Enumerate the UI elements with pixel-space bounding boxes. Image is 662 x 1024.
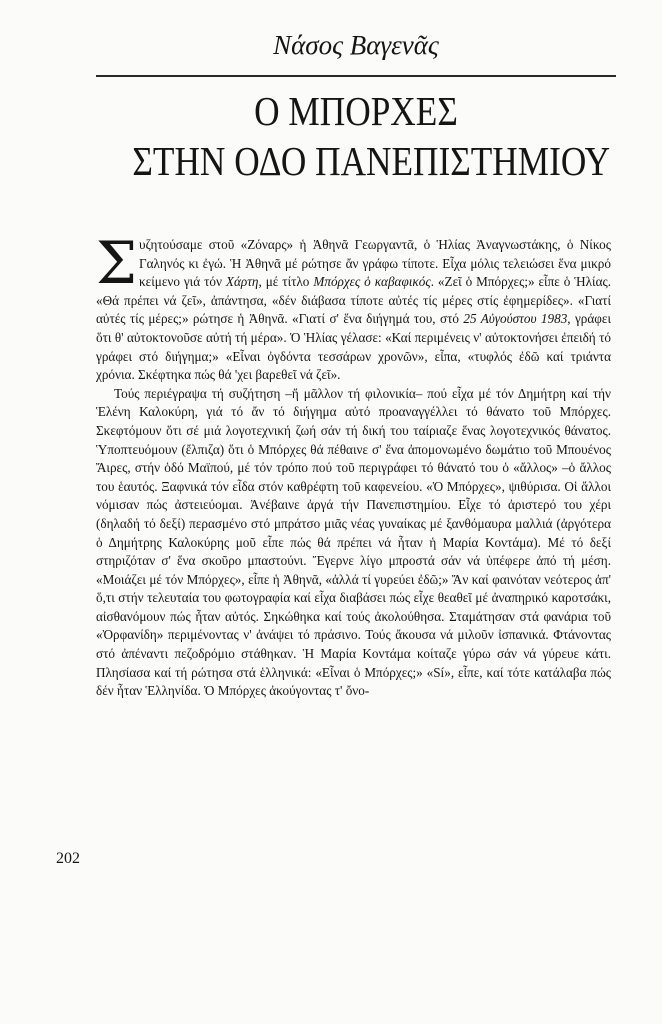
paragraph-1-part-b: , μέ τίτλο — [258, 274, 314, 290]
journal-title: Χάρτη — [225, 274, 259, 290]
paragraph-1-part-c: . «Ζεῖ ὁ Μπόρχες;» εἶπε ὁ Ἡλίας. «Θά πρέπει νά ζεῖ», ἀπάντησα, «δέν διάβασα τίποτε αὐτές τίς μέρες στίς ἐφημερίδες». «Γιατί αὐτές τίς μέρες;» ρώτησε ἡ Ἀθηνᾶ. «Γιατί σ' ἕνα διήγημά του, στό — [96, 274, 611, 327]
paragraph-1 — [96, 198, 611, 385]
essay-title: Μπόρχες ὁ καβαφικός — [313, 274, 431, 290]
title-line-1: Ο ΜΠΟΡΧΕΣ — [254, 88, 458, 134]
paragraph-2: Τούς περιέγραψα τή συζήτηση –ἤ μᾶλλον τή φιλονικία– πού εἶχα μέ τόν Δημήτρη καί τήν Ἑλένη Καλοκύρη, γιά τό ἄν τό διήγημα αὐτό προαναγγέλλει τό θάνατο τοῦ Μπόρχες. Σκεφτόμουν ὅτι σέ μιά λογοτεχνική ζωή σάν τή δική του ταίριαζε ἕνας λογοτεχνικός θάνατος. Ὑποπτευόμουν (ἔλπιζα) ὅτι ὁ Μπόρχες θά πέθαινε σ' ἕνα ἀπομονωμένο δωμάτιο τοῦ Μπουένος Ἄιρες, στήν ὁδό Μαϊπού, μέ τόν τρόπο πού τοῦ περιγράφει τό θάνατό του ὁ «ἄλλος» –ὁ ἄλλος του ἑαυτός. Ξαφνικά τόν εἶδα στόν καθρέφτη τοῦ καφενείου. «Ὁ Μπόρχες», ψιθύρισα. Οἱ ἄλλοι νόμισαν πώς ἀστειεύομαι. Ἀνέβαινε ἀργά τήν Πανεπιστημίου. Εἶχε τό ἀριστερό του χέρι (δηλαδή τό δεξί) περασμένο στό μπράτσο μιᾶς νέας γυναίκας μέ ξανθόμαυρα μαλλιά (ἀργότερα ὁ Δημήτρης Καλοκύρης μοῦ εἶπε πώς θά πρέπει νά ἦταν ἡ Μαρία Κοντάμα). Μέ τό δεξί στηριζόταν σ' ἕνα σκοῦρο μπαστούνι. Ἔγερνε λίγο μπροστά σάν νά ὑπέφερε ἀπό τή μέση. «Μοιάζει μέ τόν Μπόρχες», εἶπε ἡ Ἀθηνᾶ, «ἀλλά τί γυρεύει ἐδῶ;» Ἄν καί φαινόταν νεότερος ἀπ' ὅ,τι στήν τελευταία του φωτογραφία καί εἶχα διαβάσει πώς εἶχε θεαθεῖ μέ ἀναπηρικό καροτσάκι, αἰσθανόμουν πώς ἦταν αὐτός. Σηκώθηκα καί τούς ἀκολούθησα. Σταμάτησαν στά φανάρια τοῦ «Ὀρφανίδη» περιμένοντας ν' ἀνάψει τό πράσινο. Τούς ἄκουσα νά μιλοῦν ἰσπανικά. Φτάνοντας στό ἀπέναντι πεζοδρόμιο στάθηκαν. Ἡ Μαρία Κοντάμα κοίταζε γύρω σάν νά γύρευε κάτι. Πλησίασα καί τή ρώτησα στά ἑλληνικά: «Εἶναι ὁ Μπόρχες;» «Sí», εἶπε, καί τότε κατάλαβα πώς δέν ἦταν Ἑλληνίδα. Ὁ Μπόρχες ἀκούγοντας τ' ὄνο- — [96, 385, 611, 699]
title-line-2: ΣΤΗΝ ΟΔΟ ΠΑΝΕΠΙΣΤΗΜΙΟΥ — [132, 138, 611, 184]
body-text — [96, 198, 611, 701]
story-reference: 25 Αὐγούστου 1983 — [463, 311, 568, 327]
header-rule — [96, 75, 616, 77]
page-number: 202 — [56, 850, 80, 867]
story-title — [132, 86, 611, 186]
paragraph-1-part-a: υζητούσαμε στοῦ «Ζόναρς» ἡ Ἀθηνᾶ Γεωργαντᾶ, ὁ Ἡλίας Ἀναγνωστάκης, ὁ Νίκος Γαληνός κι ἐγώ. Ἡ Ἀθηνᾶ μέ ρώτησε ἄν γράφω τίποτε. Εἶχα μόλις τελειώσει ἕνα μικρό κείμενο γιά τόν — [139, 237, 611, 290]
author-name: Νάσος Βαγενᾶς — [273, 30, 439, 60]
drop-cap: Σ — [96, 229, 138, 297]
paragraph-1-part-d: , γράφει ὅτι θ' αὐτοκτονοῦσε αὐτή τή μέρα». Ὁ Ἡλίας γέλασε: «Καί περιμένεις ν' αὐτοκτονήσει ἐπειδή τό γράφει στό διήγημα;» «Εἶναι ὀγδόντα τεσσάρων χρονῶν», εἶπα, «τυφλός ἐδῶ καί τριάντα χρόνια. Σκέφτηκα πώς θά 'χει βαρεθεῖ νά ζεῖ». — [96, 311, 611, 383]
